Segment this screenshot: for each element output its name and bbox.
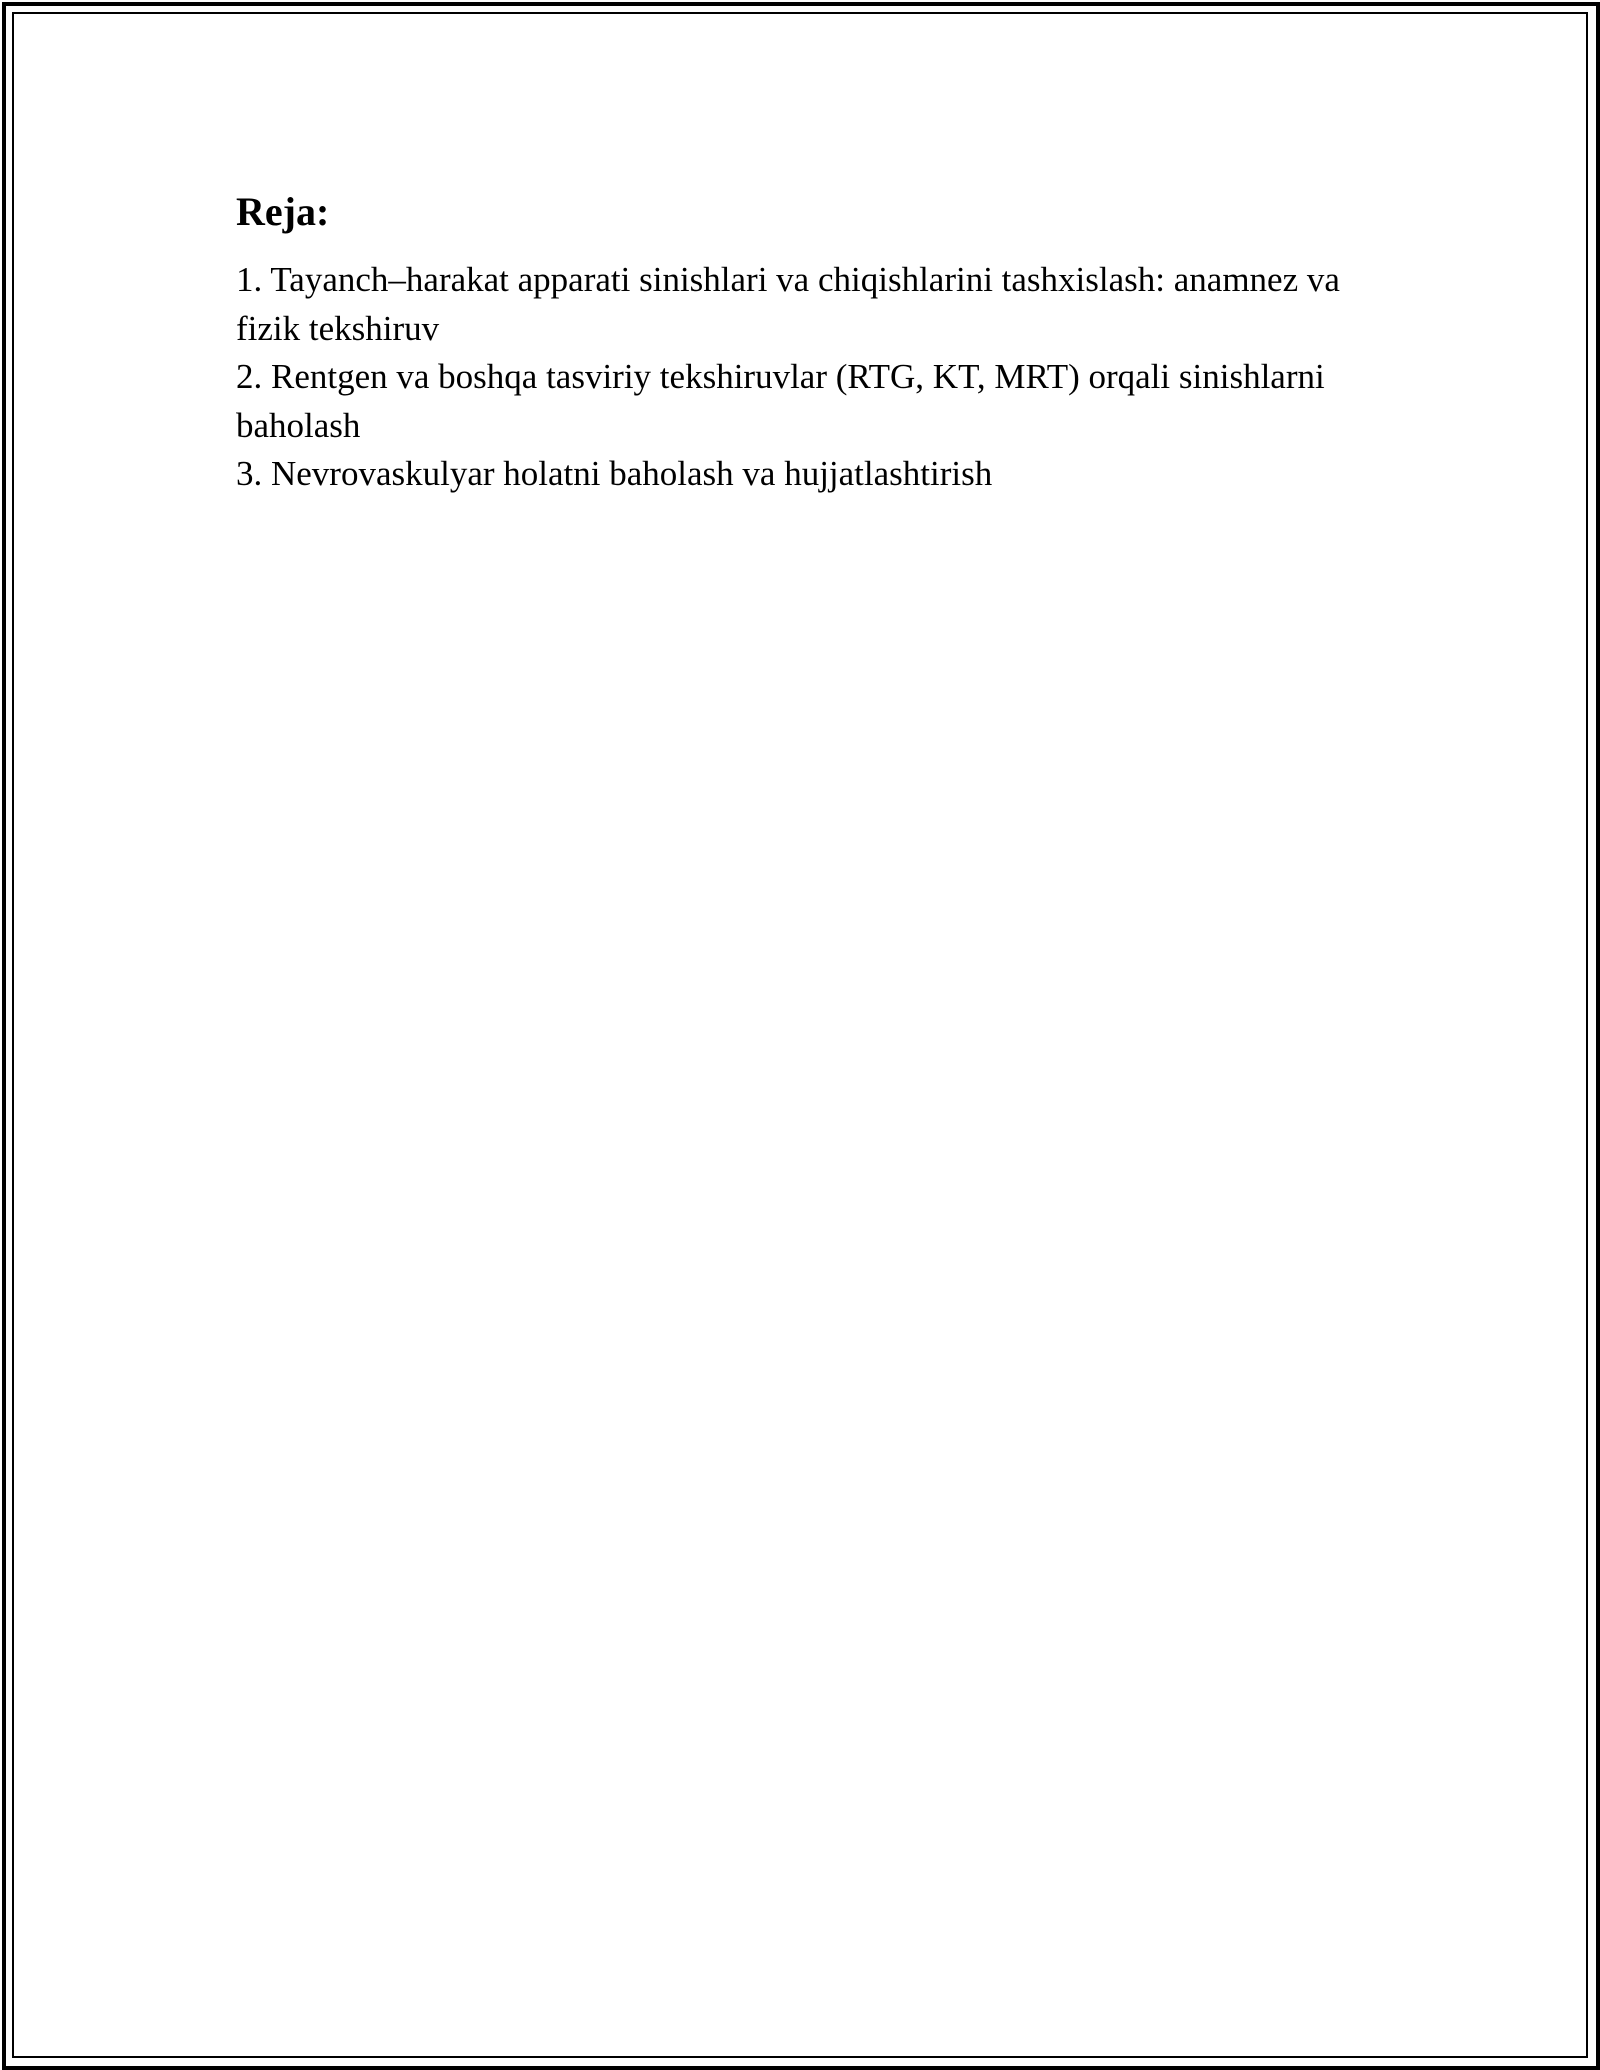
plan-item-1: 1. Tayanch–harakat apparati sinishlari va chiqishlarini tashxislash: anamnez va fizik tekshiruv [236, 260, 1340, 348]
plan-item-2: 2. Rentgen va boshqa tasviriy tekshiruvlar (RTG, KT, MRT) orqali sinishlarni baholash [236, 357, 1325, 445]
plan-list [236, 256, 1366, 499]
document-body [236, 188, 1366, 499]
plan-item-3: 3. Nevrovaskulyar holatni baholash va hujjatlashtirish [236, 454, 993, 493]
plan-title: Reja: [236, 189, 330, 234]
